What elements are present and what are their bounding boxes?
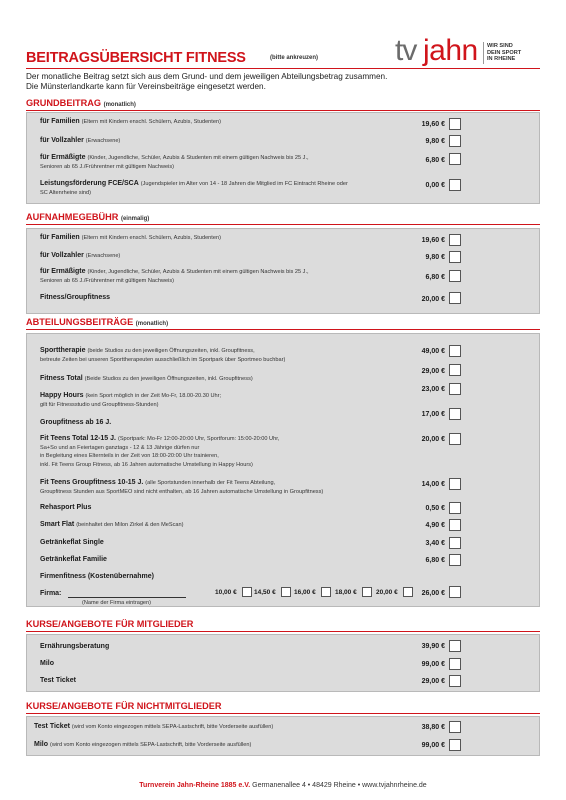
section-divider [26,329,540,330]
checkbox-grund-vollzahler[interactable] [449,135,461,147]
checkbox-firmen-option[interactable] [242,587,252,597]
row-label: Fit Teens Groupfitness 10-15 J. [40,479,144,486]
abt-row-fitness-total [40,375,460,384]
auf-price-fitness: 20,00 € [421,296,445,303]
firma-input[interactable] [68,597,186,598]
checkbox-kurs-test-ticket[interactable] [449,675,461,687]
checkbox-kurs-ernaehrung[interactable] [449,640,461,652]
row-desc: (beinhaltet den Milon Zirkel & den MeScan) [76,522,184,528]
section-aufnahme [26,212,149,222]
abt-row-happy-hours [40,392,460,409]
firmen-option-price: 10,00 € [215,589,237,596]
row-label: Firmenfitness (Kostenübernahme) [40,573,154,580]
abt-price-fit-teens-group: 14,00 € [421,481,445,488]
section-title: AUFNAHMEGEBÜHR [26,212,119,222]
section-note: (monatlich) [103,102,136,108]
section-note: (monatlich) [135,321,169,327]
section-abteilung [26,317,168,327]
row-desc: betreute Zeiten bei unseren Sporttherapeuten ausschließlich im Sportpark über Sportmeo buchbar) [40,356,286,363]
section-kurse-nicht [26,701,222,711]
row-desc: (Erwachsene) [85,138,121,144]
row-label: für Vollzahler [40,137,84,144]
row-desc: (wird vom Konto eingezogen mittels SEPA-Lastschrift, bitte Vorderseite ausfüllen) [49,742,252,748]
section-title: GRUNDBEITRAG [26,98,102,108]
checkbox-abt-reha[interactable] [449,502,461,514]
checkbox-grund-leistung[interactable] [449,179,461,191]
row-label: Milo [34,741,48,748]
nicht-price-test-ticket: 38,80 € [421,724,445,731]
checkbox-auf-fitness[interactable] [449,292,461,304]
row-label: Ernährungsberatung [40,643,110,650]
checkbox-abt-smart-flat[interactable] [449,519,461,531]
logo-tv: tv [395,34,417,67]
nicht-price-milo: 99,00 € [421,742,445,749]
abt-price-smart-flat: 4,90 € [425,522,445,529]
page-title: BEITRAGSÜBERSICHT FITNESS [26,50,246,66]
row-label: Test Ticket [40,677,76,684]
row-desc: (Kinder, Jugendliche, Schüler, Azubis & Studenten mit einem gültigen Nachweis bis 25 J., [87,269,309,275]
row-desc: gilt für Fitnessstudio und Groupfitness-Stunden) [40,401,159,408]
section-divider [26,631,540,632]
auf-price-ermaessigte: 6,80 € [425,274,445,281]
kurs-price-test-ticket: 29,00 € [421,678,445,685]
firmen-option-price: 18,00 € [335,589,357,596]
abt-price-fit-teens: 20,00 € [421,436,445,443]
slogan-line: DEIN SPORT [487,49,522,56]
row-label: Rehasport Plus [40,504,92,511]
row-desc: in Begleitung eines Elternteils in der Zeit von 18:00-20:00 Uhr trainieren, [40,453,219,460]
row-desc: (Eltern mit Kindern enschl. Schülern, Azubis, Studenten) [81,119,221,125]
row-desc: (Erwachsene) [85,253,121,259]
grund-price-ermaessigte: 6,80 € [425,157,445,164]
row-desc: (Eltern mit Kindern enschl. Schülern, Azubis, Studenten) [81,235,221,241]
firma-hint: (Name der Firma eintragen) [82,600,152,606]
abt-row-firmenfitness [40,573,460,582]
section-grundbeitrag [26,98,136,108]
row-label: Groupfitness ab 16 J. [40,419,112,426]
checkbox-firmen-option[interactable] [362,587,372,597]
kurs-price-ernaehrung: 39,90 € [421,643,445,650]
logo-jahn: jahn [423,34,478,67]
checkbox-grund-ermaessigte[interactable] [449,153,461,165]
tvjahn-logo [395,34,540,70]
checkbox-kurs-milo[interactable] [449,658,461,670]
row-desc: (wird vom Konto eingezogen mittels SEPA-Lastschrift, bitte Vorderseite ausfüllen) [71,724,274,730]
checkbox-firmen-option-max[interactable] [449,586,461,598]
row-desc: (kein Sport möglich in der Zeit Mo-Fr, 18.00-20.30 Uhr; [85,393,222,399]
row-label: Leistungsförderung FCE/SCA [40,180,139,187]
abt-price-getraenk-familie: 6,80 € [425,557,445,564]
checkbox-auf-vollzahler[interactable] [449,251,461,263]
row-label: für Familien [40,234,80,241]
logo-slogan [487,43,521,63]
row-desc: Senioren ab 65 J./Frührentner mit gültigem Nachweis) [40,277,175,284]
auf-price-vollzahler: 9,80 € [425,254,445,261]
logo-divider [483,42,484,64]
row-label: für Ermäßigte [40,154,86,161]
row-desc: (Kinder, Jugendliche, Schüler, Azubis & Studenten mit einem gültigen Nachweis bis 25 J., [87,155,309,161]
kurse-nicht-box [26,716,540,756]
row-label: Sporttherapie [40,347,86,354]
firmen-option-price: 14,50 € [254,589,276,596]
header-divider [26,68,540,69]
row-label: Getränkeflat Familie [40,556,107,563]
grund-price-familien: 19,60 € [421,121,445,128]
checkbox-abt-getraenk-familie[interactable] [449,554,461,566]
row-label: für Familien [40,118,80,125]
checkbox-nicht-milo[interactable] [449,739,461,751]
row-desc: (Jugendspieler im Alter von 14 - 18 Jahren die Mitglied im FC Eintracht Rheine oder [140,181,348,187]
abt-price-happy-hours: 17,00 € [421,411,445,418]
row-desc: Groupfitness Stunden aus SportMEO sind nicht enthalten, ab 16 Jahren automatische Umstellung in Groupfitness) [40,488,324,495]
kurs-price-milo: 99,00 € [421,661,445,668]
intro-line: Der monatliche Beitrag setzt sich aus dem Grund- und dem jeweiligen Abteilungsbetrag zusammen. [26,72,388,81]
slogan-line: WIR SIND [487,43,513,49]
row-label: für Vollzahler [40,252,84,259]
checkbox-abt-getraenk-single[interactable] [449,537,461,549]
section-title: KURSE/ANGEBOTE FÜR MITGLIEDER [26,619,194,629]
intro-line: Die Münsterlandkarte kann für Vereinsbeiträge eingesetzt werden. [26,82,266,92]
row-label: Milo [40,660,54,667]
row-desc: (Beide Studios zu den jeweiligen Öffnungszeiten, inkl. Groupfitness) [84,376,253,382]
checkbox-firmen-option[interactable] [281,587,291,597]
checkbox-abt-sporttherapie[interactable] [449,345,461,357]
abt-price-firmen-max: 26,00 € [421,590,445,597]
footer [0,782,566,789]
checkbox-auf-familien[interactable] [449,234,461,246]
checkbox-auf-ermaessigte[interactable] [449,270,461,282]
section-divider [26,224,540,225]
section-divider [26,713,540,714]
checkbox-abt-fit-teens-group[interactable] [449,478,461,490]
row-label: für Ermäßigte [40,268,86,275]
row-desc: (beide Studios zu den jeweiligen Öffnungszeiten, inkl. Groupfitness, [87,348,255,354]
row-label: Happy Hours [40,392,84,399]
row-desc: (alle Sportstunden innerhalb der Fit Teens Abteilung, [145,480,276,486]
row-label: Fitness Total [40,375,83,382]
abt-price-fitness-total: 23,00 € [421,386,445,393]
abt-price-getraenk-single: 3,40 € [425,540,445,547]
checkbox-abt-fit-teens[interactable] [449,433,461,445]
checkbox-firmen-option[interactable] [321,587,331,597]
slogan-line: IN RHEINE [487,56,516,63]
row-desc: Senioren ab 65 J./Frührentner mit gültigem Nachweis) [40,163,175,170]
firmen-option-price: 16,00 € [294,589,316,596]
row-label: Getränkeflat Single [40,539,104,546]
section-divider [26,110,540,111]
grund-price-vollzahler: 9,80 € [425,138,445,145]
grund-price-leistung: 0,00 € [425,182,445,189]
section-title: ABTEILUNGSBEITRÄGE [26,317,134,327]
row-label: Test Ticket [34,723,70,730]
row-desc: SC Altenrheine sind) [40,189,91,196]
firma-label: Firma: [40,590,62,597]
intro-text [26,72,387,93]
row-desc: (Sportpark: Mo-Fr 12:00-20:00 Uhr, Sportforum: 15:00-20:00 Uhr, [117,436,280,442]
footer-club: Turnverein Jahn-Rheine 1885 e.V. [139,782,251,789]
title-note: (bitte ankreuzen) [270,55,319,61]
row-desc: Sa+So und an Feiertagen ganztags - 12 & 13 Jährige dürfen nur [40,444,200,451]
row-label: Fitness/Groupfitness [40,294,111,301]
section-kurse-mitglieder [26,619,193,629]
checkbox-nicht-test-ticket[interactable] [449,721,461,733]
checkbox-grund-familien[interactable] [449,118,461,130]
row-desc: inkl. Fit Teens Group Fitness, ab 16 Jahren automatische Umstellung in Happy Hours) [40,461,253,468]
abt-price-sporttherapie-2: 29,00 € [421,368,445,375]
footer-address: Germanenallee 4 • 48429 Rheine • www.tvjahnrheine.de [250,782,427,789]
abt-price-sporttherapie: 49,00 € [421,348,445,355]
row-label: Smart Flat [40,521,75,528]
auf-price-familien: 19,60 € [421,237,445,244]
abt-row-groupfitness [40,419,460,428]
section-title: KURSE/ANGEBOTE FÜR NICHTMITGLIEDER [26,701,222,711]
firmen-option-price: 20,00 € [376,589,398,596]
row-label: Fit Teens Total 12-15 J. [40,435,116,442]
abt-price-reha: 0,50 € [425,505,445,512]
section-note: (einmalig) [120,216,150,222]
